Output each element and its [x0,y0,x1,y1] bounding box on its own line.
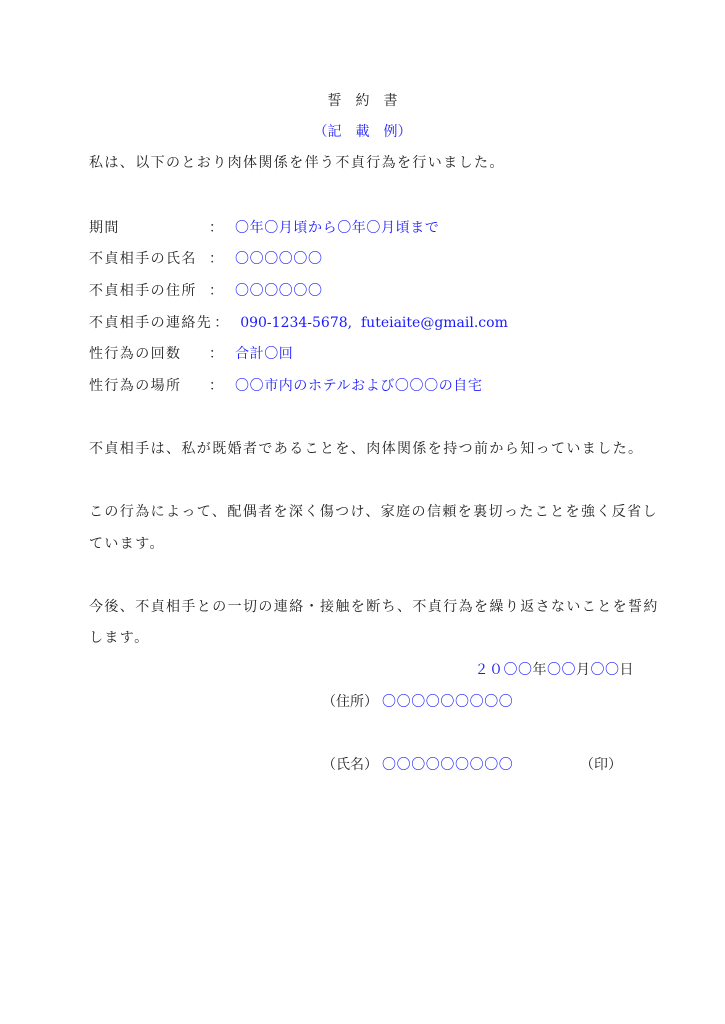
date-day-value: 〇〇 [590,662,620,678]
seal-mark: （印） [580,757,622,773]
field-value-count: 合計〇回 [235,346,294,362]
date-year-value: ２０〇〇 [474,662,533,678]
signature-name-row [322,755,622,775]
field-label-partner-contact: 不貞相手の連絡先 [89,315,213,331]
field-row-count [89,344,665,364]
field-colon: ： [209,220,223,236]
field-row-partner-name [89,249,665,269]
date-day-unit: 日 [619,662,634,678]
signature-name-value: 〇〇〇〇〇〇〇〇〇 [382,757,514,773]
field-colon: ： [209,346,223,362]
field-colon: ： [209,378,223,394]
date [475,660,635,680]
field-label-place: 性行為の場所 [89,378,182,394]
paragraph-pledge: 今後、不貞相手との一切の連絡・接触を断ち、不貞行為を繰り返さないことを誓約 [89,599,659,615]
paragraph-pledge-cont: します。 [89,630,150,646]
paragraph-knowledge: 不貞相手は、私が既婚者であることを、肉体関係を持つ前から知っていました。 [89,441,644,457]
field-value-partner-address: 〇〇〇〇〇〇 [235,283,323,299]
document-title: 誓 約 書 [327,93,398,109]
field-value-partner-name: 〇〇〇〇〇〇 [235,251,323,267]
field-value-period: 〇年〇月頃から〇年〇月頃まで [235,220,440,236]
field-value-partner-contact: 090-1234-5678, futeiaite@gmail.com [240,315,508,331]
field-label-count: 性行為の回数 [89,346,182,362]
field-row-partner-contact [89,313,665,333]
signature-name-label: （氏名） [322,757,378,773]
document-subtitle: （記 載 例） [313,124,412,140]
paragraph-remorse-cont: ています。 [89,536,165,552]
field-colon: ： [214,315,229,331]
field-colon: ： [209,283,223,299]
signature-address-label: （住所） [322,694,378,710]
field-label-partner-name: 不貞相手の氏名 [89,251,197,267]
date-month-unit: 月 [576,662,591,678]
intro-text: 私は、以下のとおり肉体関係を伴う不貞行為を行いました。 [89,155,505,171]
field-row-place [89,376,665,396]
signature-address-value: 〇〇〇〇〇〇〇〇〇 [382,694,514,710]
field-label-period: 期間 [89,220,120,236]
paragraph-remorse: この行為によって、配偶者を深く傷つけ、家庭の信頼を裏切ったことを強く反省し [89,504,658,520]
field-row-period [89,218,665,238]
field-row-partner-address [89,281,665,301]
signature-address-row [322,692,622,712]
field-colon: ： [209,251,223,267]
field-label-partner-address: 不貞相手の住所 [89,283,197,299]
field-value-place: 〇〇市内のホテルおよび〇〇〇の自宅 [235,378,483,394]
date-year-unit: 年 [532,662,547,678]
date-month-value: 〇〇 [547,662,576,678]
